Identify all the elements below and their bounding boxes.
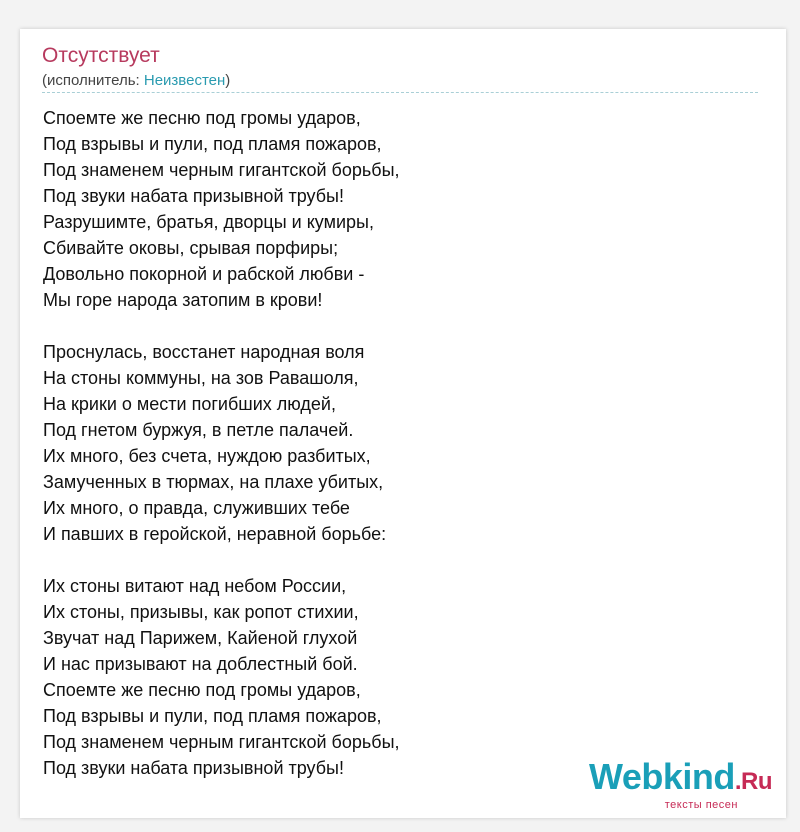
logo-tld: .Ru <box>734 768 772 795</box>
artist-link[interactable]: Неизвестен <box>143 72 226 89</box>
lyrics-line: Под взрывы и пули, под пламя пожаров, <box>43 706 382 726</box>
artist-suffix: ) <box>225 72 231 89</box>
lyrics-stanza <box>43 105 400 313</box>
lyrics-line: Споемте же песню под громы ударов, <box>43 680 361 700</box>
site-logo[interactable] <box>588 756 772 811</box>
artist-line <box>42 72 230 90</box>
lyrics-stanza <box>43 339 400 547</box>
lyrics-line: Их много, о правда, служивших тебе <box>43 498 350 518</box>
lyrics-line: Сбивайте оковы, срывая порфиры; <box>43 238 339 258</box>
lyrics-line: И павших в геройской, неравной борьбе: <box>43 524 387 544</box>
dashed-divider <box>42 92 758 93</box>
lyrics-line: Под звуки набата призывной трубы! <box>43 758 344 778</box>
artist-prefix: (исполнитель: <box>42 72 144 89</box>
lyrics-line: Под гнетом буржуя, в петле палачей. <box>43 420 354 440</box>
lyrics-line: Споемте же песню под громы ударов, <box>43 108 361 128</box>
lyrics-line: Довольно покорной и рабской любви - <box>43 264 365 284</box>
lyrics-line: Под знаменем черным гигантской борьбы, <box>43 160 400 180</box>
lyrics-card <box>20 29 786 818</box>
logo-wordmark <box>588 756 772 800</box>
lyrics-line: Звучат над Парижем, Кайеной глухой <box>43 628 358 648</box>
lyrics-line: Под взрывы и пули, под пламя пожаров, <box>43 134 382 154</box>
lyrics-body <box>43 105 400 807</box>
lyrics-line: И нас призывают на доблестный бой. <box>43 654 358 674</box>
lyrics-line: Под звуки набата призывной трубы! <box>43 186 344 206</box>
lyrics-stanza <box>43 573 400 781</box>
lyrics-line: Их много, без счета, нуждою разбитых, <box>43 446 371 466</box>
logo-name: Webkind <box>588 756 735 797</box>
lyrics-line: Их стоны, призывы, как ропот стихии, <box>43 602 359 622</box>
lyrics-line: На стоны коммуны, на зов Равашоля, <box>43 368 359 388</box>
lyrics-line: Проснулась, восстанет народная воля <box>43 342 365 362</box>
lyrics-line: На крики о мести погибших людей, <box>43 394 336 414</box>
lyrics-line: Их стоны витают над небом России, <box>43 576 347 596</box>
lyrics-line: Под знаменем черным гигантской борьбы, <box>43 732 400 752</box>
lyrics-line: Разрушимте, братья, дворцы и кумиры, <box>43 212 374 232</box>
logo-tagline: тексты песен <box>664 799 738 811</box>
lyrics-line: Мы горе народа затопим в крови! <box>43 290 323 310</box>
lyrics-line: Замученных в тюрмах, на плахе убитых, <box>43 472 384 492</box>
song-title: Отсутствует <box>42 44 160 67</box>
